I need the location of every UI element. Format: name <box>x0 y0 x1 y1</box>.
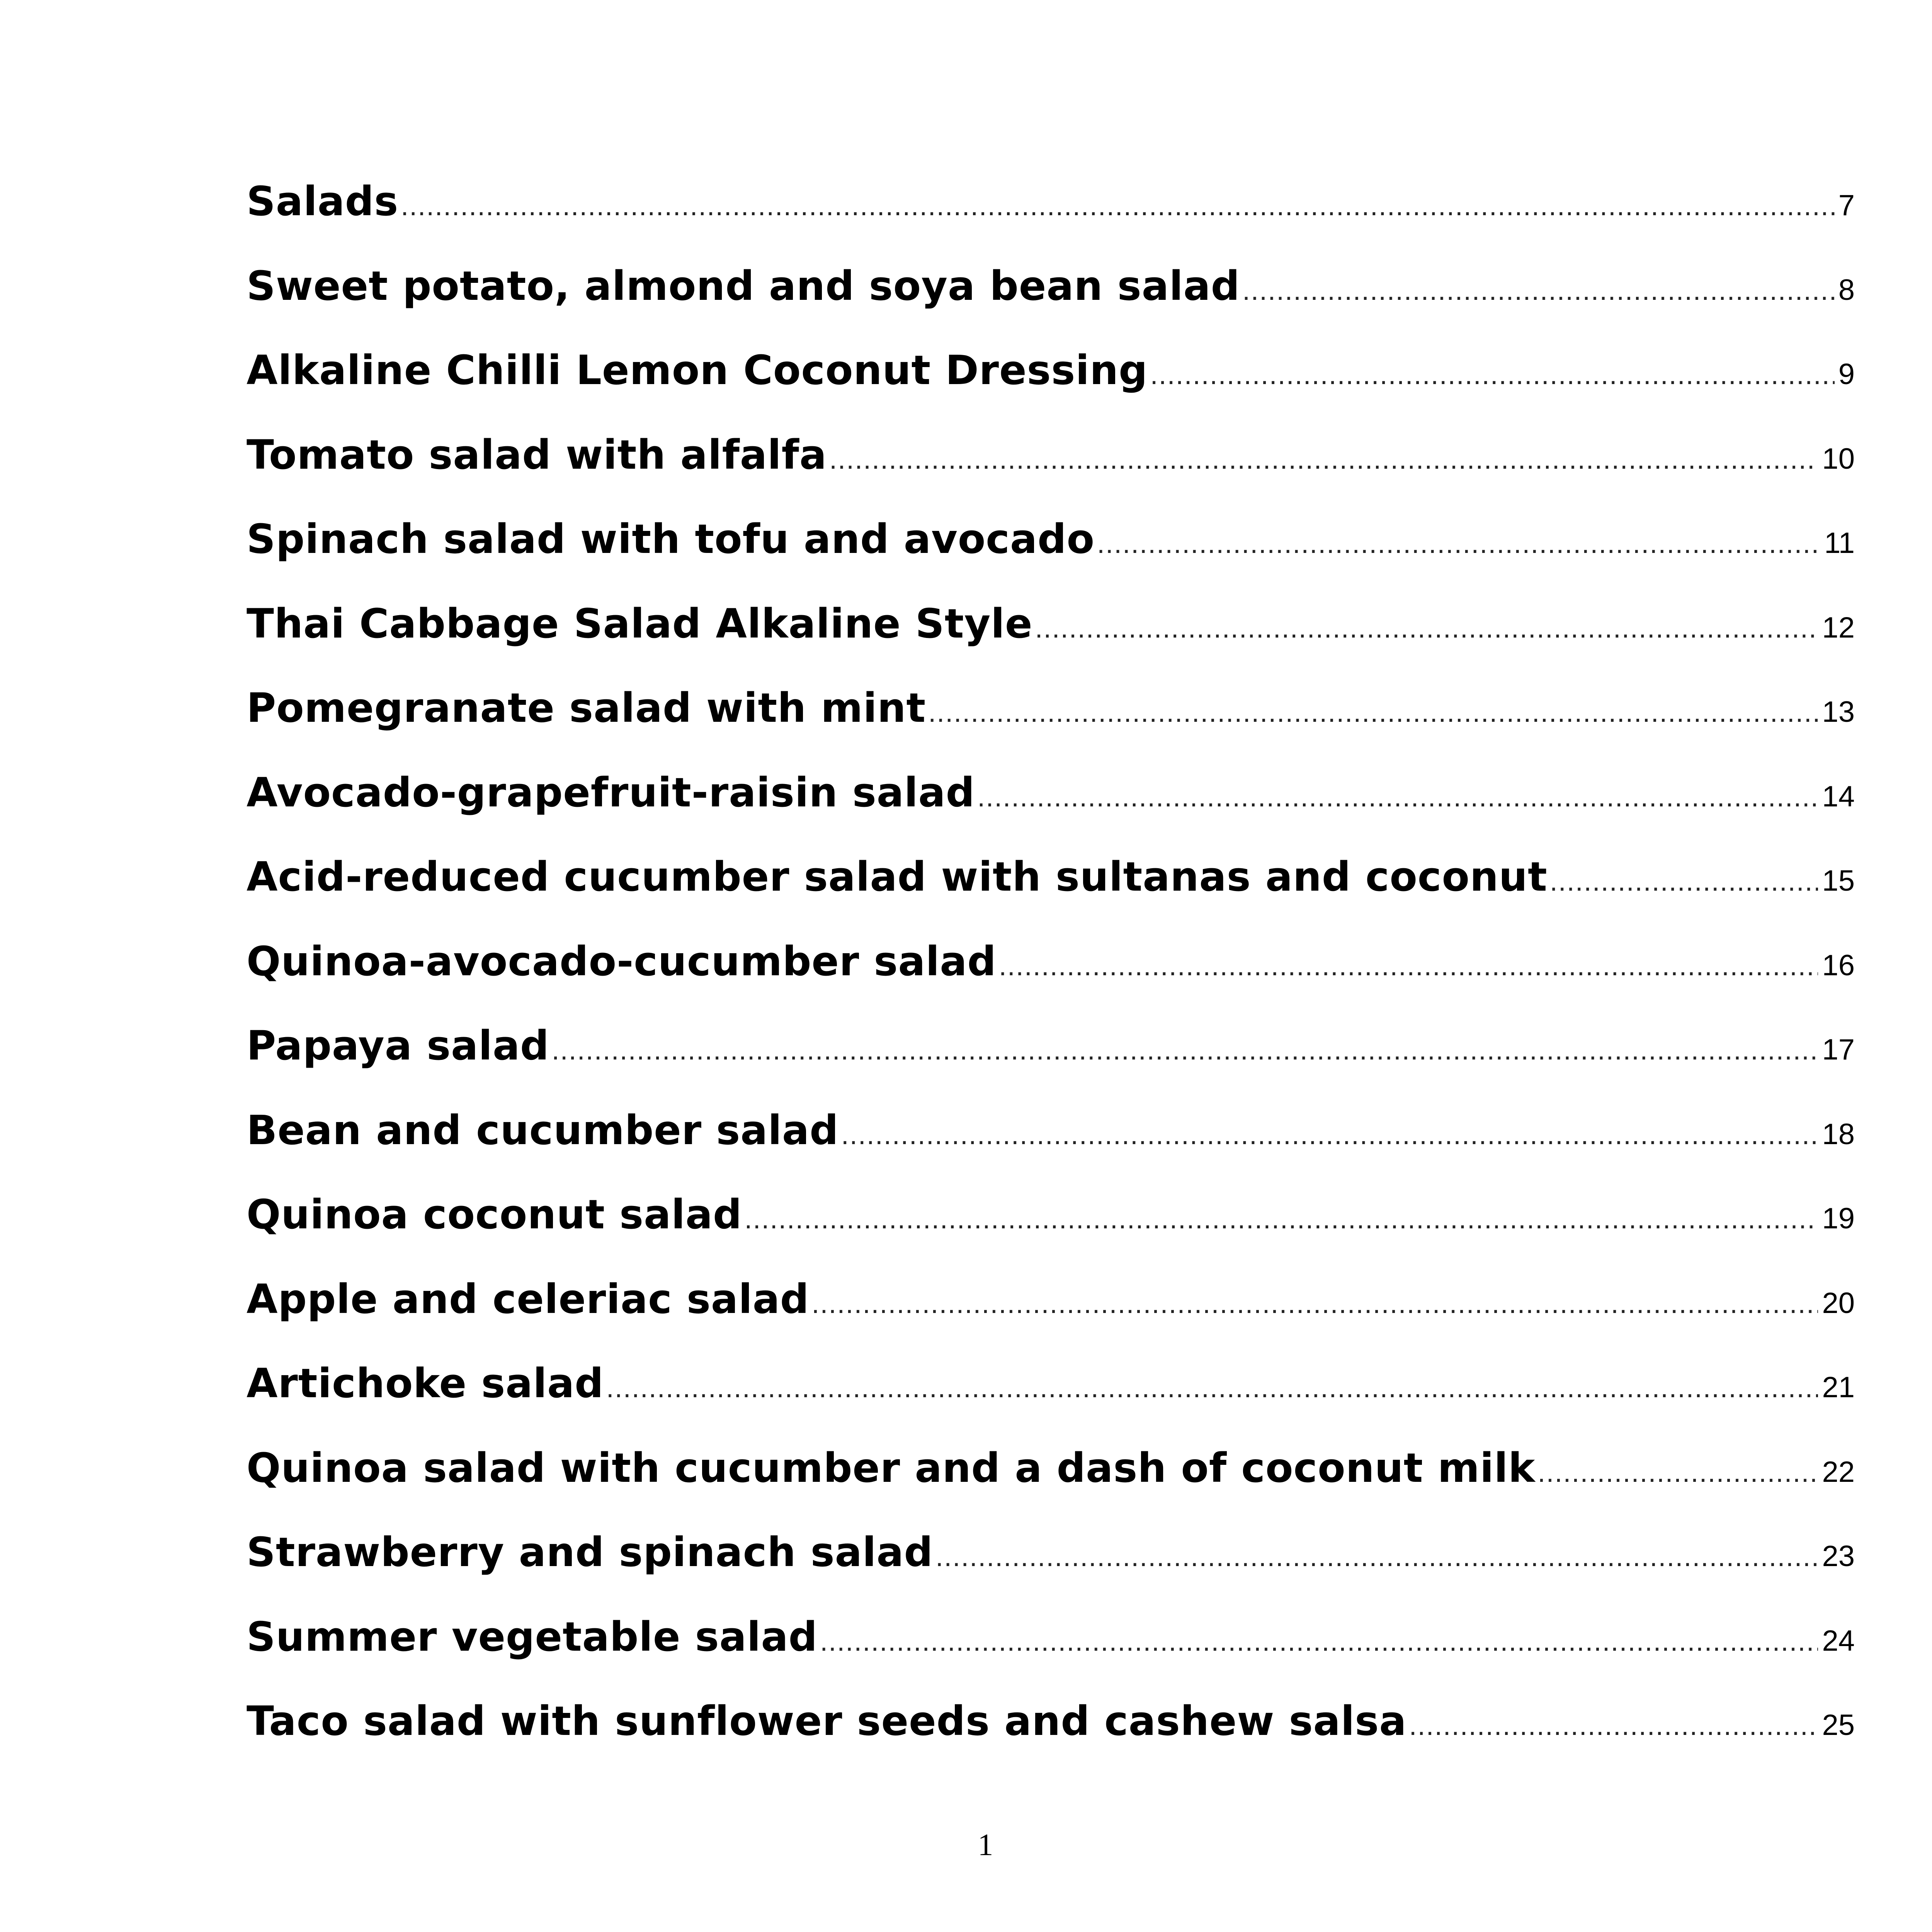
toc-entry-page: 25 <box>1822 1709 1855 1742</box>
dot-leader <box>1409 1710 1818 1742</box>
toc-entry-thai-cabbage-salad[interactable] <box>247 600 1855 685</box>
dot-leader <box>1150 359 1835 391</box>
dot-leader <box>935 1541 1818 1573</box>
toc-entry-page: 24 <box>1822 1624 1855 1657</box>
toc-entry-page: 11 <box>1824 527 1855 560</box>
toc-entry-title: Salads <box>247 178 399 225</box>
page-number: 1 <box>978 1828 993 1862</box>
toc-entry-title: Spinach salad with tofu and avocado <box>247 515 1095 563</box>
dot-leader <box>820 1626 1818 1657</box>
toc-entry-page: 10 <box>1822 442 1855 475</box>
toc-entry-quinoa-avocado-salad[interactable] <box>247 938 1855 1022</box>
toc-entry-title: Summer vegetable salad <box>247 1613 818 1660</box>
toc-entry-page: 16 <box>1822 949 1855 982</box>
dot-leader <box>606 1372 1818 1404</box>
dot-leader <box>928 697 1818 728</box>
toc-entry-page: 21 <box>1822 1371 1855 1404</box>
toc-entry-taco-salad[interactable] <box>247 1697 1855 1782</box>
toc-entry-title: Pomegranate salad with mint <box>247 684 926 731</box>
toc-entry-artichoke-salad[interactable] <box>247 1360 1855 1444</box>
dot-leader <box>811 1288 1818 1320</box>
toc-entry-page: 13 <box>1822 696 1855 728</box>
toc-entry-title: Quinoa coconut salad <box>247 1191 742 1238</box>
toc-entry-title: Thai Cabbage Salad Alkaline Style <box>247 600 1033 647</box>
toc-entry-title: Papaya salad <box>247 1022 549 1069</box>
toc-entry-title: Taco salad with sunflower seeds and cashew salsa <box>247 1697 1407 1745</box>
dot-leader <box>401 190 1834 222</box>
table-of-contents <box>247 178 1855 1782</box>
toc-entry-title: Quinoa salad with cucumber and a dash of coconut milk <box>247 1444 1536 1492</box>
toc-entry-page: 23 <box>1822 1540 1855 1573</box>
toc-entry-title: Alkaline Chilli Lemon Coconut Dressing <box>247 347 1148 394</box>
dot-leader <box>1035 612 1818 644</box>
toc-entry-title: Avocado-grapefruit-raisin salad <box>247 769 975 816</box>
dot-leader <box>1537 1457 1818 1488</box>
toc-entry-page: 12 <box>1822 611 1855 644</box>
dot-leader <box>999 950 1818 982</box>
toc-entry-title: Sweet potato, almond and soya bean salad <box>247 262 1240 310</box>
toc-entry-apple-celeriac-salad[interactable] <box>247 1276 1855 1360</box>
toc-entry-bean-cucumber-salad[interactable] <box>247 1107 1855 1191</box>
toc-entry-page: 19 <box>1822 1202 1855 1235</box>
toc-entry-tomato-salad[interactable] <box>247 431 1855 516</box>
toc-entry-cucumber-sultanas-salad[interactable] <box>247 853 1855 938</box>
toc-entry-title: Bean and cucumber salad <box>247 1106 839 1154</box>
toc-entry-strawberry-spinach-salad[interactable] <box>247 1529 1855 1613</box>
toc-entry-page: 14 <box>1822 780 1855 813</box>
toc-entry-pomegranate-salad[interactable] <box>247 684 1855 769</box>
toc-entry-page: 7 <box>1838 189 1855 222</box>
toc-entry-page: 18 <box>1822 1117 1855 1151</box>
toc-entry-summer-vegetable-salad[interactable] <box>247 1613 1855 1698</box>
toc-entry-page: 22 <box>1822 1455 1855 1488</box>
dot-leader <box>829 444 1818 475</box>
toc-entry-page: 17 <box>1822 1033 1855 1066</box>
dot-leader <box>1097 528 1820 560</box>
dot-leader <box>977 781 1818 813</box>
toc-entry-title: Apple and celeriac salad <box>247 1275 810 1323</box>
toc-entry-avocado-grapefruit-salad[interactable] <box>247 769 1855 854</box>
dot-leader <box>552 1034 1818 1066</box>
toc-entry-page: 9 <box>1838 358 1855 391</box>
toc-entry-quinoa-coconut-salad[interactable] <box>247 1191 1855 1276</box>
toc-entry-spinach-tofu-salad[interactable] <box>247 515 1855 600</box>
toc-entry-page: 15 <box>1822 864 1855 897</box>
dot-leader <box>841 1119 1818 1151</box>
toc-entry-title: Acid-reduced cucumber salad with sultanas and coconut <box>247 853 1548 900</box>
toc-entry-sweet-potato-salad[interactable] <box>247 262 1855 347</box>
toc-entry-papaya-salad[interactable] <box>247 1022 1855 1107</box>
toc-entry-chilli-lemon-dressing[interactable] <box>247 347 1855 431</box>
toc-entry-title: Quinoa-avocado-cucumber salad <box>247 937 997 985</box>
toc-entry-page: 8 <box>1838 273 1855 306</box>
toc-entry-title: Tomato salad with alfalfa <box>247 431 827 478</box>
toc-entry-quinoa-cucumber-coconut-milk-salad[interactable] <box>247 1444 1855 1529</box>
toc-entry-title: Artichoke salad <box>247 1360 604 1407</box>
toc-entry-page: 20 <box>1822 1286 1855 1320</box>
toc-entry-salads[interactable] <box>247 178 1855 262</box>
dot-leader <box>1242 275 1835 306</box>
dot-leader <box>1550 866 1818 897</box>
toc-entry-title: Strawberry and spinach salad <box>247 1529 934 1576</box>
dot-leader <box>745 1203 1818 1235</box>
